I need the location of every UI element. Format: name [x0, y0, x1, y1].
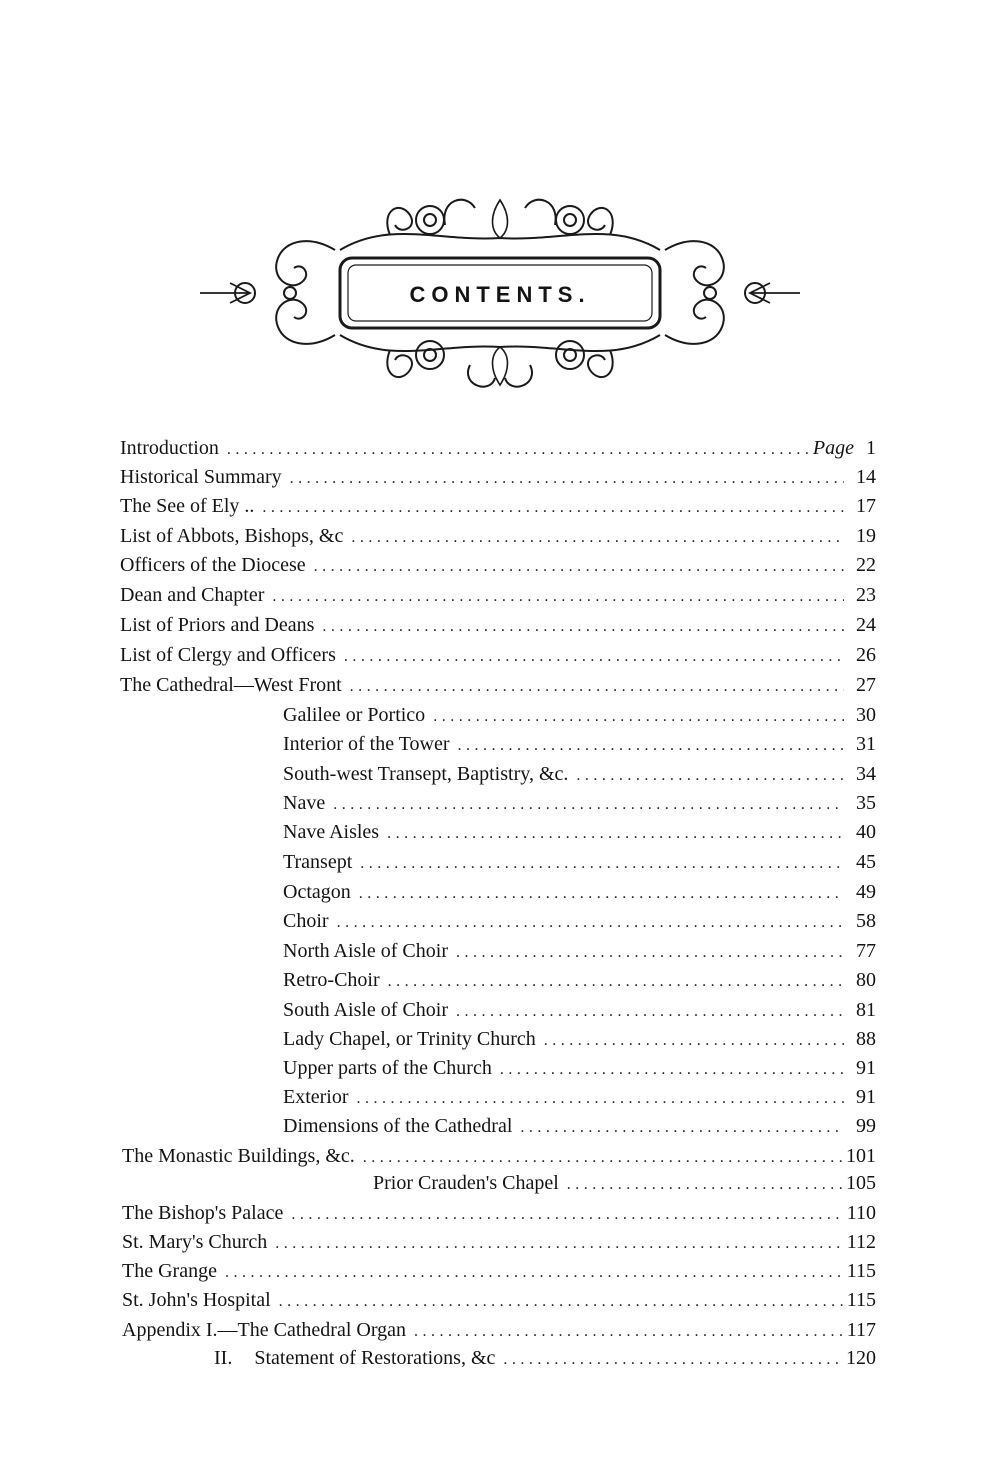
dot-leader	[414, 1320, 843, 1344]
toc-entry-title: Interior of the Tower	[283, 733, 450, 755]
toc-entry	[120, 494, 876, 518]
dot-leader	[456, 1000, 844, 1024]
toc-entry-title: North Aisle of Choir	[283, 940, 448, 962]
dot-leader	[387, 822, 844, 846]
toc-entry	[122, 1201, 876, 1225]
toc-entry-page: 91	[856, 1086, 876, 1108]
dot-leader	[333, 793, 844, 817]
toc-entry-title: Choir	[283, 910, 329, 932]
toc-entry-page: 120	[846, 1347, 876, 1369]
toc-entry	[373, 1171, 876, 1195]
toc-entry	[120, 436, 876, 460]
toc-entry	[120, 465, 876, 489]
toc-entry-title: Officers of the Diocese	[120, 554, 306, 576]
toc-entry-page: 81	[856, 999, 876, 1021]
toc-entry	[283, 703, 876, 727]
toc-entry-page: 22	[856, 554, 876, 576]
toc-entry-page: 105	[846, 1172, 876, 1194]
dot-leader	[500, 1058, 844, 1082]
toc-entry-title: Historical Summary	[120, 466, 282, 488]
toc-entry-page: 40	[856, 821, 876, 843]
toc-entry-page: 17	[856, 495, 876, 517]
toc-entry-page: 27	[856, 674, 876, 696]
toc-entry-page: Page 1	[812, 437, 876, 459]
toc-entry-title: Introduction	[120, 437, 219, 459]
toc-entry-page: 101	[846, 1145, 876, 1167]
toc-entry	[122, 1230, 876, 1254]
toc-entry-page: 19	[856, 525, 876, 547]
dot-leader	[456, 941, 844, 965]
toc-entry-title: Dean and Chapter	[120, 584, 265, 606]
toc-entry-page: 35	[856, 792, 876, 814]
toc-entry-page: 34	[856, 763, 876, 785]
toc-entry-title: Transept	[283, 851, 353, 873]
toc-entry-title: The Cathedral—West Front	[120, 674, 342, 696]
dot-leader	[322, 615, 844, 639]
dot-leader	[225, 1261, 843, 1285]
toc-entry-title: Appendix I.—The Cathedral Organ	[122, 1319, 406, 1341]
toc-entry-page: 30	[856, 704, 876, 726]
dot-leader	[363, 1146, 842, 1170]
toc-entry	[122, 1144, 876, 1168]
toc-entry-page: 49	[856, 881, 876, 903]
toc-entry	[120, 524, 876, 548]
toc-entry-page: 88	[856, 1028, 876, 1050]
toc-entry	[283, 909, 876, 933]
toc-entry-title: The Bishop's Palace	[122, 1202, 284, 1224]
toc-entry	[283, 968, 876, 992]
dot-leader	[359, 882, 844, 906]
dot-leader	[290, 467, 844, 491]
toc-entry-page: 45	[856, 851, 876, 873]
toc-entry-title: List of Abbots, Bishops, &c	[120, 525, 344, 547]
toc-entry-page: 77	[856, 940, 876, 962]
toc-entry-page: 24	[856, 614, 876, 636]
toc-entry-title: List of Priors and Deans	[120, 614, 315, 636]
toc-entry-title: List of Clergy and Officers	[120, 644, 336, 666]
dot-leader	[388, 970, 844, 994]
toc-entry-title: II. Statement of Restorations, &c	[214, 1347, 496, 1369]
toc-entry	[283, 732, 876, 756]
toc-entry-title: The Grange	[122, 1260, 217, 1282]
dot-leader	[576, 764, 844, 788]
toc-entry	[120, 583, 876, 607]
toc-entry-page: 110	[846, 1202, 876, 1224]
dot-leader	[360, 852, 844, 876]
toc-entry	[120, 553, 876, 577]
toc-entry-title: Upper parts of the Church	[283, 1057, 492, 1079]
dot-leader	[279, 1290, 843, 1314]
toc-entry-title: St. John's Hospital	[122, 1289, 271, 1311]
dot-leader	[567, 1173, 842, 1197]
toc-entry-page: 58	[856, 910, 876, 932]
toc-entry	[283, 1114, 876, 1138]
toc-entry-title: Prior Crauden's Chapel	[373, 1172, 559, 1194]
toc-entry	[283, 880, 876, 904]
toc-entry	[122, 1259, 876, 1283]
contents-heading: CONTENTS.	[409, 282, 591, 307]
toc-entry-page: 99	[856, 1115, 876, 1137]
toc-entry-page: 14	[856, 466, 876, 488]
toc-entry-page: 23	[856, 584, 876, 606]
toc-entry-title: Lady Chapel, or Trinity Church	[283, 1028, 536, 1050]
dot-leader	[357, 1087, 844, 1111]
dot-leader	[314, 555, 844, 579]
dot-leader	[350, 675, 844, 699]
toc-entry-page: 26	[856, 644, 876, 666]
toc-entry-title: South-west Transept, Baptistry, &c.	[283, 763, 569, 785]
dot-leader	[337, 911, 844, 935]
toc-entry-page: 80	[856, 969, 876, 991]
toc-entry-title: The See of Ely ..	[120, 495, 255, 517]
dot-leader	[520, 1116, 844, 1140]
dot-leader	[503, 1348, 842, 1372]
dot-leader	[544, 1029, 844, 1053]
toc-entry	[283, 939, 876, 963]
toc-entry-prefix: II.	[214, 1347, 233, 1369]
toc-entry	[283, 820, 876, 844]
toc-entry-title: St. Mary's Church	[122, 1231, 268, 1253]
toc-entry-page: 115	[846, 1260, 876, 1282]
dot-leader	[272, 585, 844, 609]
toc-entry	[283, 1056, 876, 1080]
page-column-label: Page	[812, 437, 854, 459]
dot-leader	[351, 526, 844, 550]
toc-entry	[283, 1027, 876, 1051]
toc-entry-title: Octagon	[283, 881, 351, 903]
dot-leader	[344, 645, 844, 669]
dot-leader	[262, 496, 844, 520]
toc-entry-title: Galilee or Portico	[283, 704, 426, 726]
toc-entry	[283, 1085, 876, 1109]
toc-entry-title: The Monastic Buildings, &c.	[122, 1145, 355, 1167]
dot-leader	[458, 734, 844, 758]
toc-entry-page: 115	[846, 1289, 876, 1311]
dot-leader	[291, 1203, 842, 1227]
toc-entry-title: Nave	[283, 792, 326, 814]
dot-leader	[275, 1232, 842, 1256]
toc-entry	[214, 1346, 876, 1370]
toc-entry	[120, 673, 876, 697]
dot-leader	[433, 705, 844, 729]
toc-entry-page: 112	[846, 1231, 876, 1253]
toc-entry	[283, 998, 876, 1022]
toc-entry-title: Nave Aisles	[283, 821, 380, 843]
toc-entry	[120, 613, 876, 637]
toc-entry-title: Dimensions of the Cathedral	[283, 1115, 513, 1137]
toc-entry	[283, 791, 876, 815]
toc-entry-page: 117	[846, 1319, 876, 1341]
toc-entry-page: 31	[856, 733, 876, 755]
toc-entry	[120, 643, 876, 667]
toc-entry	[283, 762, 876, 786]
toc-entry	[283, 850, 876, 874]
toc-entry	[122, 1318, 876, 1342]
dot-leader	[227, 438, 809, 462]
toc-entry-title: Retro-Choir	[283, 969, 380, 991]
toc-entry-title: South Aisle of Choir	[283, 999, 449, 1021]
toc-entry-title: Exterior	[283, 1086, 349, 1108]
toc-entry-page: 91	[856, 1057, 876, 1079]
toc-entry	[122, 1288, 876, 1312]
